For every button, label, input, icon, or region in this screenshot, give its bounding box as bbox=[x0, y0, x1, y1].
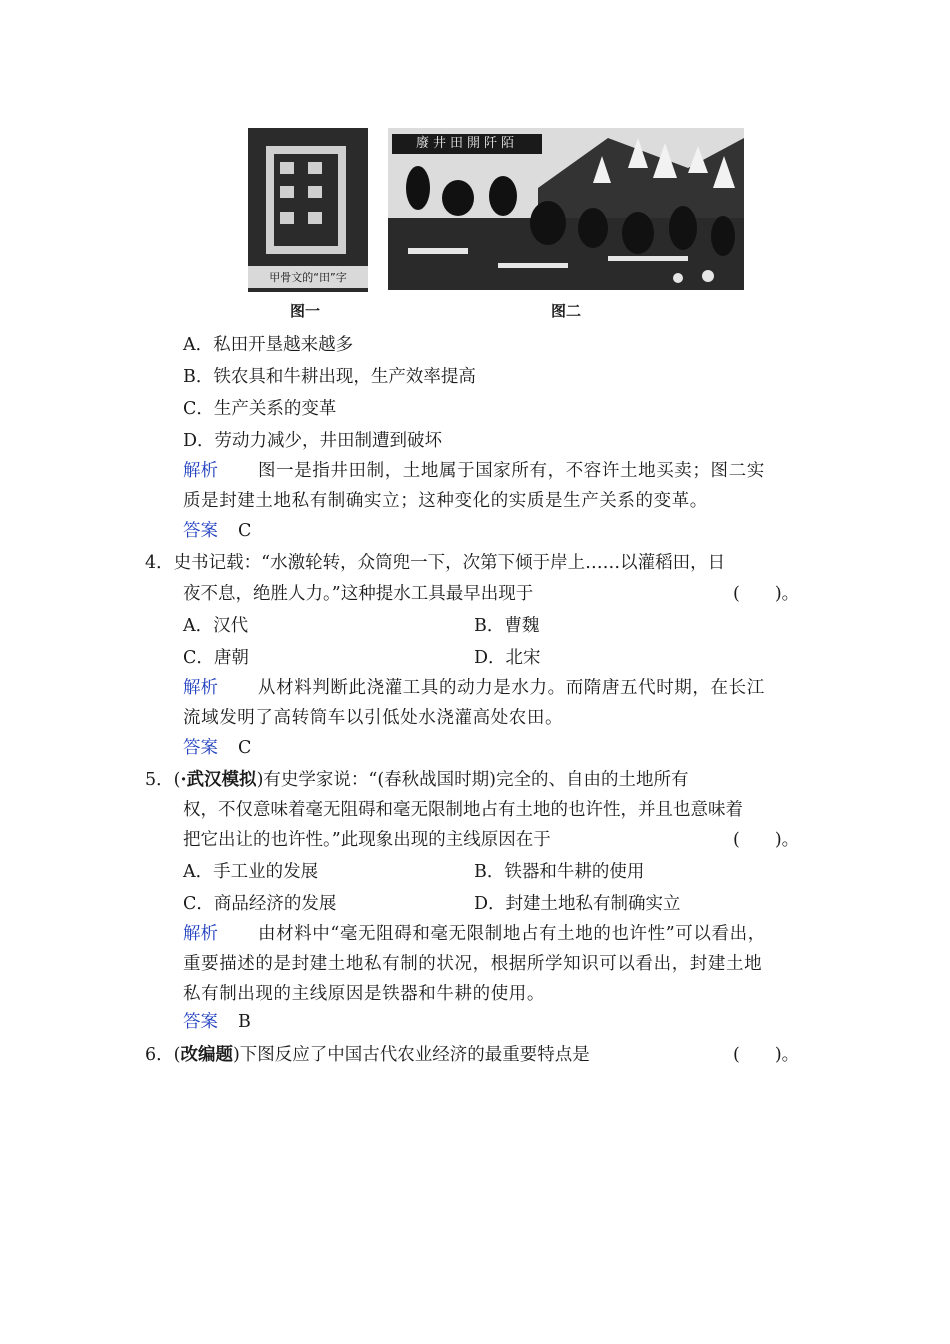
q5-stem-line-1 bbox=[145, 768, 689, 792]
q5-answer-value: B bbox=[238, 1012, 251, 1032]
answer-label: 答案 bbox=[183, 738, 218, 758]
q5-analysis-line-1: 由材料中“毫无阻碍和毫无限制地占有土地的也许性”可以看出， bbox=[258, 924, 766, 944]
q3-analysis bbox=[183, 459, 765, 483]
q5-analysis bbox=[183, 922, 766, 946]
q5-analysis-line-3: 私有制出现的主线原因是铁器和牛耕的使用。 bbox=[183, 984, 545, 1004]
q5-option-d: D．封建土地私有制确实立 bbox=[474, 894, 681, 914]
q3-answer-value: C bbox=[238, 521, 252, 541]
tian-character-frame bbox=[266, 146, 346, 254]
q5-answer bbox=[183, 1010, 251, 1034]
q4-answer bbox=[183, 736, 251, 760]
q5-option-a: A．手工业的发展 bbox=[183, 862, 319, 882]
analysis-label: 解析 bbox=[183, 678, 218, 698]
q6-answer-paren: ( )。 bbox=[733, 1045, 800, 1065]
figure-2-banner: 廢井田開阡陌 bbox=[392, 134, 542, 154]
q3-answer bbox=[183, 519, 251, 543]
q4-analysis-line-1: 从材料判断此浇灌工具的动力是水力。而隋唐五代时期，在长江 bbox=[258, 678, 765, 698]
q3-option-c: C．生产关系的变革 bbox=[183, 399, 337, 419]
q3-option-d: D．劳动力减少，井田制遭到破坏 bbox=[183, 431, 443, 451]
q4-answer-value: C bbox=[238, 738, 252, 758]
q5-stem-line-3: 把它出让的也许性。”此现象出现的主线原因在于 bbox=[183, 830, 551, 850]
q5-number: 5．( bbox=[145, 770, 181, 790]
q6-stem-rest: )下图反应了中国古代农业经济的最重要特点是 bbox=[232, 1045, 590, 1065]
q6-stem bbox=[145, 1043, 590, 1067]
figure-oracle-bone-tian bbox=[248, 128, 368, 292]
analysis-label: 解析 bbox=[183, 461, 218, 481]
q5-stem-line-2: 权，不仅意味着毫无阻碍和毫无限制地占有土地的也许性，并且也意味着 bbox=[183, 800, 743, 820]
q5-option-c: C．商品经济的发展 bbox=[183, 894, 337, 914]
q3-option-b: B．铁农具和牛耕出现，生产效率提高 bbox=[183, 367, 476, 387]
q4-option-b: B．曹魏 bbox=[474, 616, 540, 636]
figure-1-inner-caption: 甲骨文的“田”字 bbox=[248, 266, 368, 288]
q4-stem-line-2: 夜不息，绝胜人力。”这种提水工具最早出现于 bbox=[183, 584, 534, 604]
q4-option-d: D．北宋 bbox=[474, 648, 541, 668]
q6-number: 6．( bbox=[145, 1045, 181, 1065]
q5-answer-paren: ( )。 bbox=[733, 830, 800, 850]
q6-source: 改编题 bbox=[180, 1045, 233, 1065]
figure-2-label: 图二 bbox=[551, 302, 582, 320]
q5-option-b: B．铁器和牛耕的使用 bbox=[474, 862, 645, 882]
q5-source: ·武汉模拟 bbox=[180, 770, 257, 790]
analysis-label: 解析 bbox=[183, 924, 218, 944]
answer-label: 答案 bbox=[183, 521, 218, 541]
q4-option-a: A．汉代 bbox=[183, 616, 249, 636]
figure-farming-scene bbox=[388, 128, 744, 290]
figure-1-label: 图一 bbox=[290, 302, 321, 320]
q4-analysis bbox=[183, 676, 765, 700]
q3-option-a: A．私田开垦越来越多 bbox=[183, 335, 354, 355]
q5-analysis-line-2: 重要描述的是封建土地私有制的状况，根据所学知识可以看出，封建土地 bbox=[183, 954, 763, 974]
answer-label: 答案 bbox=[183, 1012, 218, 1032]
q3-analysis-line-1: 图一是指井田制，土地属于国家所有，不容许土地买卖；图二实 bbox=[258, 461, 765, 481]
q4-answer-paren: ( )。 bbox=[733, 584, 800, 604]
q4-option-c: C．唐朝 bbox=[183, 648, 249, 668]
q4-stem-line-1: 4．史书记载：“水激轮转，众筒兜一下，次第下倾于岸上……以灌稻田，日 bbox=[145, 553, 726, 573]
q3-analysis-line-2: 质是封建土地私有制确实立；这种变化的实质是生产关系的变革。 bbox=[183, 491, 708, 511]
q5-stem-line-1-rest: )有史学家说：“(春秋战国时期)完全的、自由的土地所有 bbox=[256, 770, 689, 790]
q4-analysis-line-2: 流域发明了高转筒车以引低处水浇灌高处农田。 bbox=[183, 708, 564, 728]
